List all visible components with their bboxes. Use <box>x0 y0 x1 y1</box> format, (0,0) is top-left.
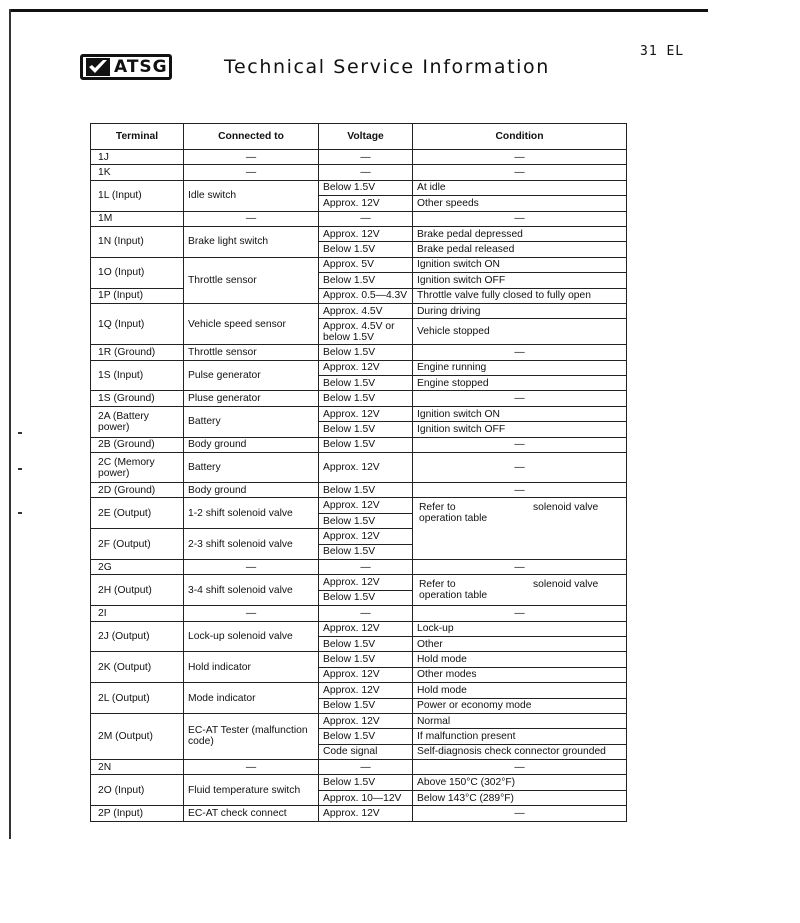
condition-cell: Vehicle stopped <box>413 319 627 345</box>
terminal-cell: 2L (Output) <box>91 683 184 714</box>
voltage-cell: Approx. 12V <box>319 667 413 682</box>
voltage-cell: — <box>319 150 413 165</box>
table-row <box>91 211 627 226</box>
voltage-cell: Approx. 5V <box>319 257 413 272</box>
terminal-cell: 2C (Memory power) <box>91 453 184 483</box>
condition-cell: Above 150°C (302°F) <box>413 775 627 790</box>
connected-cell: Idle switch <box>184 180 319 211</box>
voltage-cell: Approx. 10—12V <box>319 790 413 805</box>
margin-mark <box>18 512 22 514</box>
voltage-cell: Approx. 12V <box>319 713 413 728</box>
table-row <box>91 165 627 180</box>
connected-cell: Pluse generator <box>184 391 319 406</box>
terminal-cell: 1O (Input) <box>91 257 184 288</box>
terminal-cell: 2M (Output) <box>91 713 184 759</box>
connected-cell: Body ground <box>184 437 319 452</box>
terminal-cell: 2E (Output) <box>91 498 184 529</box>
checkmark-logo-icon <box>86 57 110 77</box>
terminal-cell: 2J (Output) <box>91 621 184 652</box>
condition-cell: Engine stopped <box>413 376 627 391</box>
terminal-cell: 2A (Battery power) <box>91 406 184 437</box>
terminal-cell: 2P (Input) <box>91 806 184 821</box>
table-row <box>91 257 627 272</box>
logo-text: ATSG <box>114 57 168 77</box>
voltage-cell: Approx. 12V <box>319 498 413 513</box>
terminal-cell: 2N <box>91 760 184 775</box>
terminal-cell: 1Q (Input) <box>91 303 184 344</box>
terminal-cell: 2F (Output) <box>91 529 184 560</box>
voltage-cell: Approx. 12V <box>319 529 413 544</box>
table-row <box>91 775 627 790</box>
terminal-cell: 1N (Input) <box>91 226 184 257</box>
condition-cell: Ignition switch ON <box>413 406 627 421</box>
voltage-cell: Approx. 0.5—4.3V <box>319 288 413 303</box>
connected-cell: 3-4 shift solenoid valve <box>184 575 319 606</box>
condition-cell: — <box>413 391 627 406</box>
connected-cell: Battery <box>184 406 319 437</box>
condition-cell: Hold mode <box>413 683 627 698</box>
condition-cell: Engine running <box>413 360 627 375</box>
voltage-cell: Approx. 4.5V or below 1.5V <box>319 319 413 345</box>
terminal-cell: 2O (Input) <box>91 775 184 806</box>
voltage-cell: Approx. 12V <box>319 453 413 483</box>
table-row <box>91 453 627 483</box>
table-row <box>91 150 627 165</box>
voltage-cell: Below 1.5V <box>319 483 413 498</box>
atsg-logo <box>80 54 172 80</box>
table-row <box>91 406 627 421</box>
page-title: Technical Service Information <box>224 56 550 78</box>
voltage-cell: Below 1.5V <box>319 698 413 713</box>
table-row <box>91 345 627 360</box>
condition-cell: Other <box>413 636 627 651</box>
voltage-cell: Below 1.5V <box>319 345 413 360</box>
condition-cell: — <box>413 606 627 621</box>
voltage-cell: Approx. 12V <box>319 196 413 211</box>
condition-cell: At idle <box>413 180 627 195</box>
table-row <box>91 226 627 241</box>
left-binding-rule <box>9 9 11 839</box>
voltage-cell: — <box>319 606 413 621</box>
table-row <box>91 498 627 513</box>
connected-cell: Throttle sensor <box>184 257 319 303</box>
voltage-cell: Below 1.5V <box>319 422 413 437</box>
table-row <box>91 559 627 574</box>
connected-cell: 2-3 shift solenoid valve <box>184 529 319 560</box>
condition-cell: Self-diagnosis check connector grounded <box>413 744 627 759</box>
table-row <box>91 606 627 621</box>
condition-cell: Power or economy mode <box>413 698 627 713</box>
page-number: 31 EL <box>640 44 685 59</box>
terminal-cell: 1J <box>91 150 184 165</box>
voltage-cell: Below 1.5V <box>319 636 413 651</box>
condition-cell: If malfunction present <box>413 729 627 744</box>
terminal-cell: 1P (Input) <box>91 288 184 303</box>
voltage-cell: Below 1.5V <box>319 544 413 559</box>
connected-cell: — <box>184 211 319 226</box>
column-header-condition: Condition <box>413 124 627 150</box>
voltage-cell: Approx. 12V <box>319 806 413 821</box>
column-header-voltage: Voltage <box>319 124 413 150</box>
table-row <box>91 652 627 667</box>
condition-cell: — <box>413 345 627 360</box>
terminal-cell: 2K (Output) <box>91 652 184 683</box>
connected-cell: Brake light switch <box>184 226 319 257</box>
voltage-cell: Below 1.5V <box>319 729 413 744</box>
operation-table-text: operation table <box>419 590 488 602</box>
terminal-cell: 1M <box>91 211 184 226</box>
voltage-cell: Below 1.5V <box>319 590 413 605</box>
refer-to-text: Refer to <box>419 579 456 591</box>
voltage-cell: Approx. 12V <box>319 360 413 375</box>
condition-cell: — <box>413 483 627 498</box>
terminal-table <box>90 123 627 822</box>
condition-cell: Other modes <box>413 667 627 682</box>
connected-cell: Pulse generator <box>184 360 319 391</box>
condition-cell-refer <box>413 575 627 606</box>
connected-cell: Throttle sensor <box>184 345 319 360</box>
table-row <box>91 621 627 636</box>
table-row <box>91 713 627 728</box>
table-row <box>91 437 627 452</box>
table-row <box>91 288 627 303</box>
solenoid-valve-text: solenoid valve <box>533 502 599 514</box>
terminal-cell: 1S (Input) <box>91 360 184 391</box>
connected-cell: Hold indicator <box>184 652 319 683</box>
condition-cell: — <box>413 760 627 775</box>
refer-to-text: Refer to <box>419 502 456 514</box>
terminal-cell: 1K <box>91 165 184 180</box>
voltage-cell: Approx. 4.5V <box>319 303 413 318</box>
terminal-cell: 2H (Output) <box>91 575 184 606</box>
condition-cell: Brake pedal depressed <box>413 226 627 241</box>
table-header-row <box>91 124 627 150</box>
solenoid-valve-text: solenoid valve <box>533 579 599 591</box>
voltage-cell: Code signal <box>319 744 413 759</box>
table-row <box>91 760 627 775</box>
condition-cell: — <box>413 437 627 452</box>
voltage-cell: Below 1.5V <box>319 437 413 452</box>
connected-cell: Fluid temperature switch <box>184 775 319 806</box>
voltage-cell: Approx. 12V <box>319 621 413 636</box>
condition-cell: — <box>413 806 627 821</box>
voltage-cell: Approx. 12V <box>319 575 413 590</box>
table-row <box>91 180 627 195</box>
connected-cell: EC-AT Tester (malfunction code) <box>184 713 319 759</box>
table-row <box>91 483 627 498</box>
column-header-terminal: Terminal <box>91 124 184 150</box>
terminal-cell: 1L (Input) <box>91 180 184 211</box>
connected-cell: Mode indicator <box>184 683 319 714</box>
connected-cell: 1-2 shift solenoid valve <box>184 498 319 529</box>
voltage-cell: — <box>319 211 413 226</box>
condition-cell: Ignition switch ON <box>413 257 627 272</box>
connected-cell: Vehicle speed sensor <box>184 303 319 344</box>
table-row <box>91 683 627 698</box>
voltage-cell: Below 1.5V <box>319 775 413 790</box>
voltage-cell: Below 1.5V <box>319 376 413 391</box>
table-row <box>91 806 627 821</box>
connected-cell: EC-AT check connect <box>184 806 319 821</box>
condition-cell: Hold mode <box>413 652 627 667</box>
connected-cell: — <box>184 606 319 621</box>
connected-cell: Battery <box>184 453 319 483</box>
margin-mark <box>18 468 22 470</box>
table-row <box>91 575 627 590</box>
condition-cell: — <box>413 559 627 574</box>
connected-cell: Lock-up solenoid valve <box>184 621 319 652</box>
voltage-cell: Approx. 12V <box>319 406 413 421</box>
terminal-cell: 1R (Ground) <box>91 345 184 360</box>
condition-cell: Other speeds <box>413 196 627 211</box>
table-row <box>91 360 627 375</box>
condition-cell: Throttle valve fully closed to fully open <box>413 288 627 303</box>
top-rule <box>10 9 708 12</box>
terminal-cell: 2G <box>91 559 184 574</box>
voltage-cell: Below 1.5V <box>319 273 413 288</box>
terminal-cell: 1S (Ground) <box>91 391 184 406</box>
voltage-cell: Approx. 12V <box>319 683 413 698</box>
connected-cell: — <box>184 760 319 775</box>
connected-cell: — <box>184 150 319 165</box>
table-row <box>91 303 627 318</box>
connected-cell: — <box>184 559 319 574</box>
condition-cell: — <box>413 453 627 483</box>
voltage-cell: Below 1.5V <box>319 513 413 528</box>
column-header-connected-to: Connected to <box>184 124 319 150</box>
voltage-cell: — <box>319 165 413 180</box>
voltage-cell: — <box>319 559 413 574</box>
terminal-cell: 2D (Ground) <box>91 483 184 498</box>
condition-cell: Brake pedal released <box>413 242 627 257</box>
voltage-cell: Below 1.5V <box>319 242 413 257</box>
condition-cell: During driving <box>413 303 627 318</box>
terminal-cell: 2I <box>91 606 184 621</box>
table-row <box>91 391 627 406</box>
condition-cell-refer <box>413 498 627 560</box>
connected-cell: — <box>184 165 319 180</box>
connected-cell: Body ground <box>184 483 319 498</box>
condition-cell: — <box>413 150 627 165</box>
condition-cell: Normal <box>413 713 627 728</box>
condition-cell: Ignition switch OFF <box>413 273 627 288</box>
condition-cell: Ignition switch OFF <box>413 422 627 437</box>
condition-cell: — <box>413 165 627 180</box>
voltage-cell: Below 1.5V <box>319 180 413 195</box>
voltage-cell: Below 1.5V <box>319 391 413 406</box>
voltage-cell: Approx. 12V <box>319 226 413 241</box>
terminal-cell: 2B (Ground) <box>91 437 184 452</box>
margin-mark <box>18 432 22 434</box>
condition-cell: Lock-up <box>413 621 627 636</box>
condition-cell: — <box>413 211 627 226</box>
condition-cell: Below 143°C (289°F) <box>413 790 627 805</box>
voltage-cell: — <box>319 760 413 775</box>
voltage-cell: Below 1.5V <box>319 652 413 667</box>
operation-table-text: operation table <box>419 513 488 525</box>
